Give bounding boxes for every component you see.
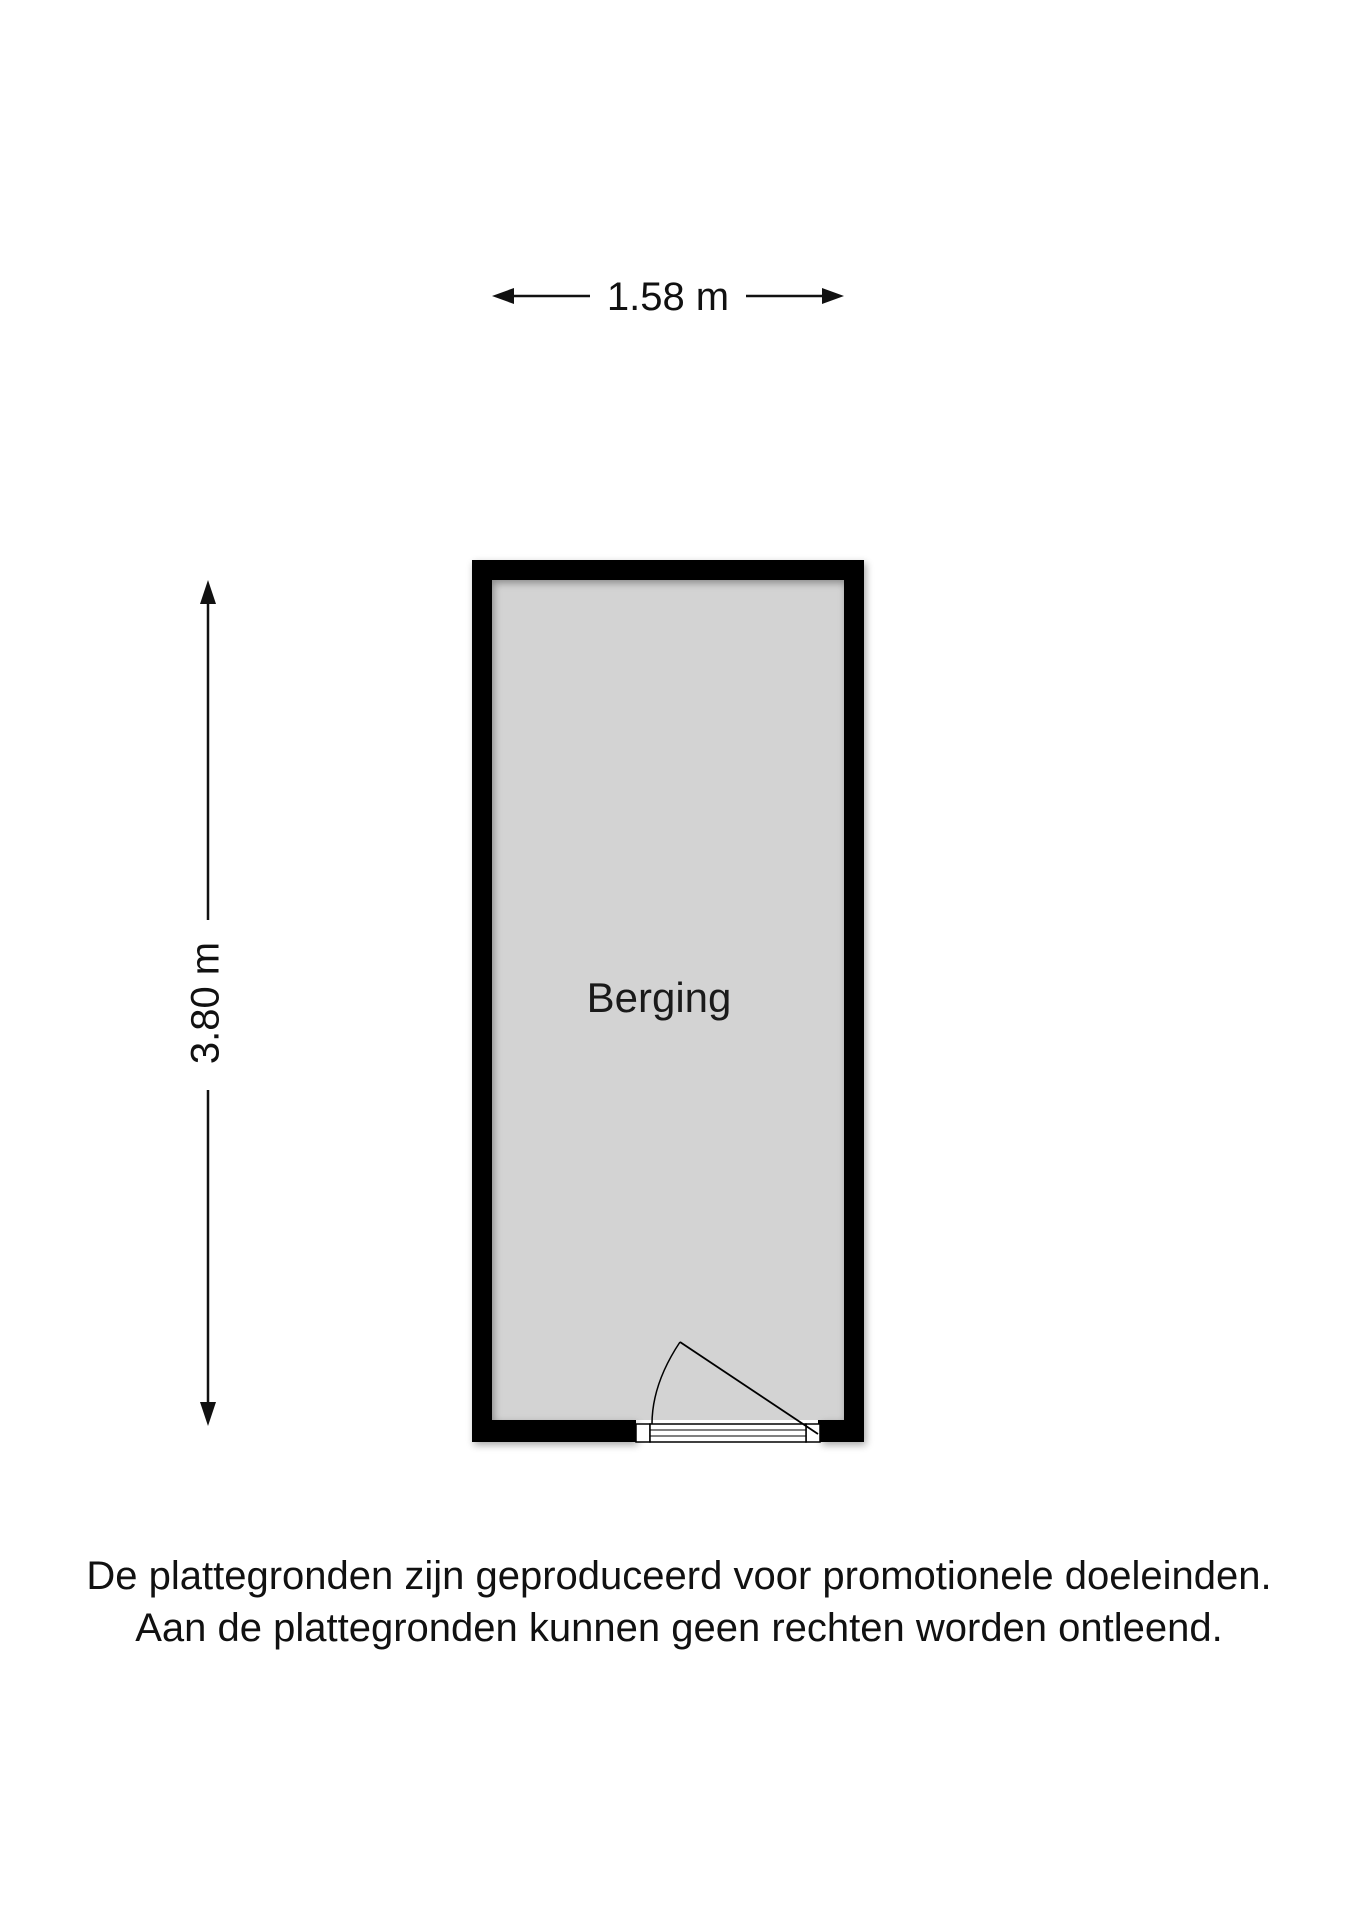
height-label: 3.80 m (183, 941, 228, 1065)
width-dimension (492, 275, 844, 319)
wall-segment (818, 1420, 864, 1442)
arrow-left-icon (492, 288, 514, 304)
arrow-right-icon (822, 288, 844, 304)
door-threshold (650, 1424, 806, 1442)
door-frame-left (636, 1424, 650, 1442)
arrow-up-icon (200, 580, 216, 604)
width-label: 1.58 m (606, 275, 730, 319)
room-berging (472, 560, 864, 1442)
arrow-down-icon (200, 1402, 216, 1426)
room-label: Berging (586, 974, 732, 1021)
disclaimer-line-2: Aan de plattegronden kunnen geen rechten worden ontleend. (135, 1606, 1223, 1650)
disclaimer (0, 1550, 1358, 1654)
height-dimension (184, 580, 228, 1426)
disclaimer-line-1: De plattegronden zijn geproduceerd voor promotionele doeleinden. (86, 1554, 1272, 1598)
